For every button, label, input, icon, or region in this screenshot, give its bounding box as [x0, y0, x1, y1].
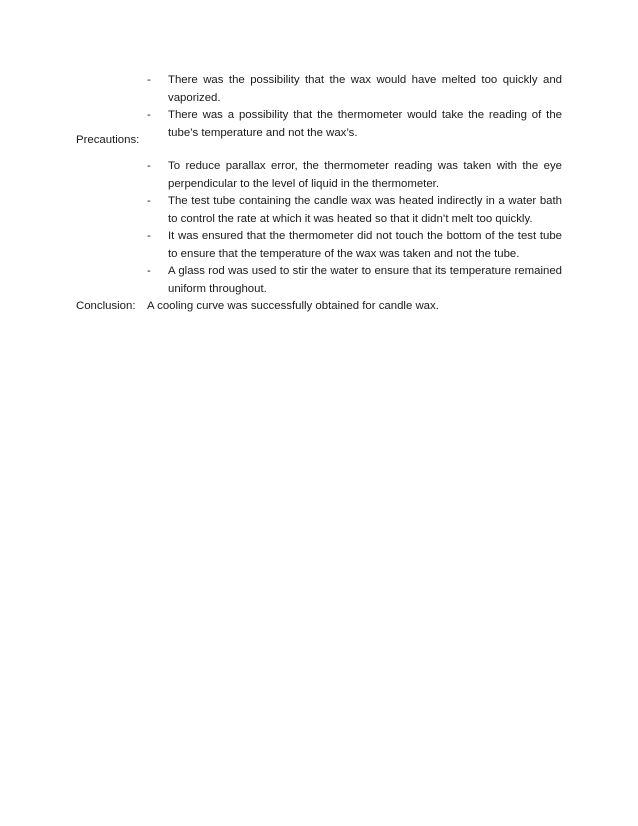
list-item	[147, 263, 562, 298]
precautions-heading: Precautions:	[76, 134, 140, 146]
conclusion-heading: Conclusion:	[76, 300, 136, 312]
list-item	[147, 228, 562, 263]
precaution-text: To reduce parallax error, the thermometer reading was taken with the eye perpendicular to the level of liquid in the thermometer.	[168, 160, 562, 190]
conclusion-text: A cooling curve was successfully obtained for candle wax.	[147, 300, 439, 312]
bullet-dash: -	[147, 109, 151, 121]
limitation-text: There was the possibility that the wax would have melted too quickly and vaporized.	[168, 74, 562, 104]
bullet-dash: -	[147, 160, 151, 172]
bullet-dash: -	[147, 195, 151, 207]
list-item	[147, 107, 562, 142]
list-item	[147, 158, 562, 193]
precautions-list	[147, 158, 562, 298]
limitations-list	[147, 72, 562, 142]
bullet-dash: -	[147, 230, 151, 242]
precaution-text: A glass rod was used to stir the water to ensure that its temperature remained uniform throughout.	[168, 265, 562, 295]
list-item	[147, 193, 562, 228]
bullet-dash: -	[147, 74, 151, 86]
list-item	[147, 72, 562, 107]
limitation-text: There was a possibility that the thermometer would take the reading of the tube’s temperature and not the wax’s.	[168, 109, 562, 139]
precaution-text: It was ensured that the thermometer did not touch the bottom of the test tube to ensure that the temperature of the wax was taken and not the tube.	[168, 230, 562, 260]
precaution-text: The test tube containing the candle wax was heated indirectly in a water bath to control the rate at which it was heated so that it didn’t melt too quickly.	[168, 195, 562, 225]
bullet-dash: -	[147, 265, 151, 277]
